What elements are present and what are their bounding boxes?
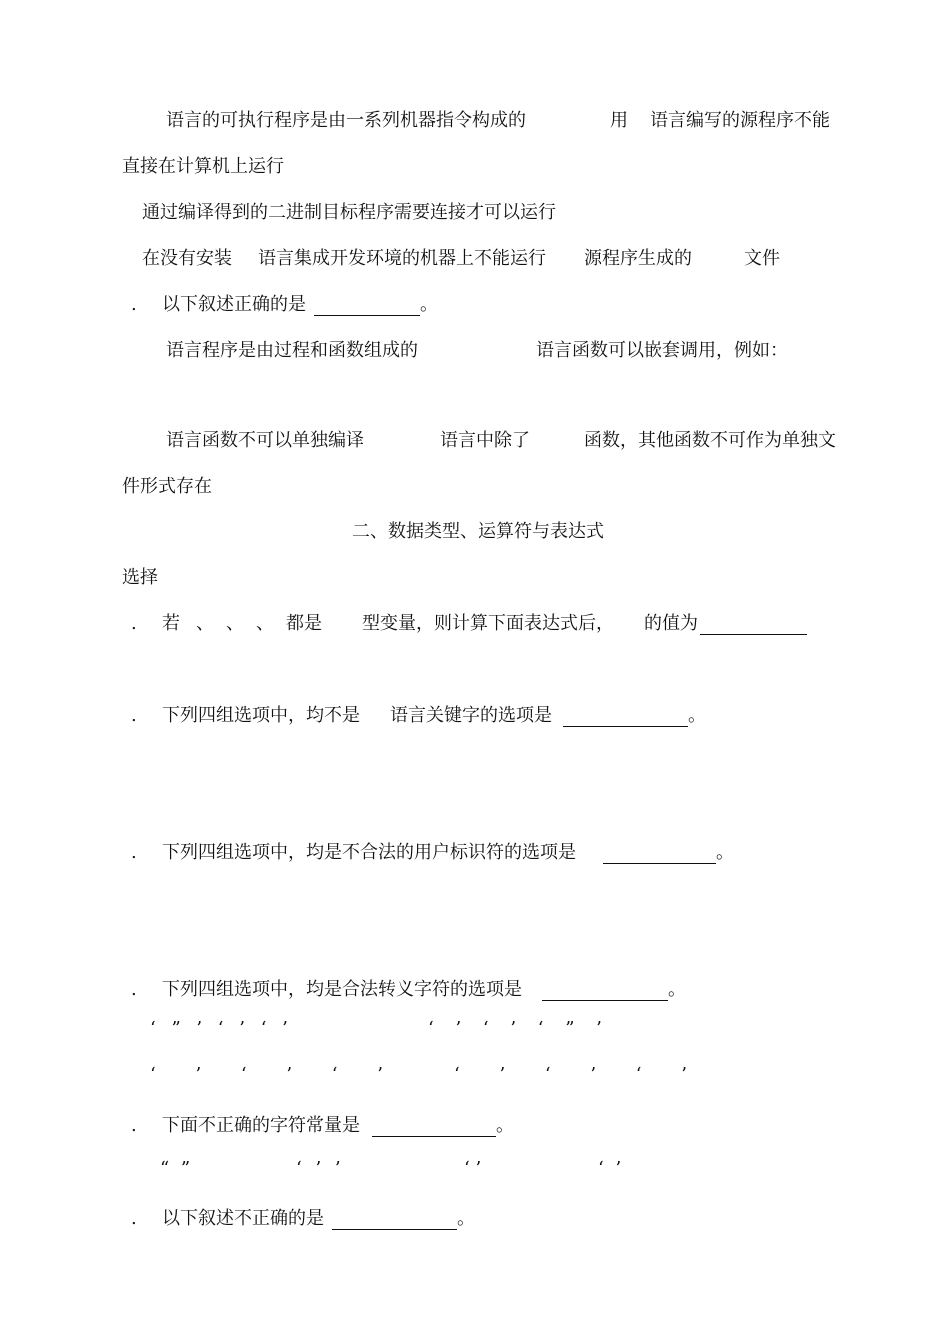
answer-blank[interactable] (314, 315, 420, 316)
question-text: 、 (256, 613, 274, 634)
question-text: 以下叙述正确的是 (162, 294, 306, 315)
question-end: 。 (668, 979, 686, 1000)
question-number: . (131, 842, 137, 863)
question-end: 。 (420, 294, 438, 315)
text-line: 直接在计算机上运行 (122, 156, 284, 177)
text-line: 语言集成开发环境的机器上不能运行 (258, 248, 546, 269)
text-line: 函数，其他函数不可作为单独文 (584, 430, 836, 451)
option-b: ‘ ’ ’ (296, 1158, 341, 1179)
text-line: 文件 (744, 248, 780, 269)
question-text: 若 (162, 613, 180, 634)
option-d: ‘ ’ (598, 1158, 622, 1179)
section-title: 二、数据类型、运算符与表达式 (352, 521, 604, 542)
option-d: ‘ ’ ‘ ’ ‘ ’ (454, 1064, 687, 1085)
text-line: 语言函数可以嵌套调用，例如： (536, 340, 788, 361)
option-a: “ ” (160, 1158, 191, 1179)
option-c: ‘ ’ (464, 1158, 482, 1179)
text-line: 语言中除了 (440, 430, 530, 451)
question-number: . (131, 705, 137, 726)
text-line: 件形式存在 (122, 476, 212, 497)
question-number: . (131, 1115, 137, 1136)
question-text: 以下叙述不正确的是 (162, 1208, 324, 1229)
question-text: 、 (226, 613, 244, 634)
question-end: 。 (716, 842, 734, 863)
text-line: 用 (610, 110, 628, 131)
answer-blank[interactable] (603, 863, 716, 864)
question-number: . (131, 979, 137, 1000)
text-line: 语言编写的源程序不能 (650, 110, 830, 131)
question-text: 下列四组选项中，均是不合法的用户标识符的选项是 (162, 842, 576, 863)
question-number: . (131, 613, 137, 634)
question-end: 。 (496, 1115, 514, 1136)
subsection-label: 选择 (122, 567, 158, 588)
question-text: 都是 (286, 613, 322, 634)
question-text: 、 (196, 613, 214, 634)
text-line: 在没有安装 (142, 248, 232, 269)
option-a: ‘ ” ’ ‘ ’ ‘ ’ (150, 1018, 288, 1039)
answer-blank[interactable] (372, 1136, 496, 1137)
question-end: 。 (688, 705, 706, 726)
answer-blank[interactable] (700, 634, 807, 635)
option-c: ‘ ’ ‘ ’ ‘ ’ (150, 1064, 383, 1085)
question-text: 下列四组选项中，均不是 (162, 705, 360, 726)
text-line: 源程序生成的 (584, 248, 692, 269)
question-end: 。 (457, 1208, 475, 1229)
text-line: 语言函数不可以单独编译 (166, 430, 364, 451)
answer-blank[interactable] (563, 726, 688, 727)
question-text: 语言关键字的选项是 (390, 705, 552, 726)
question-text: 下面不正确的字符常量是 (162, 1115, 360, 1136)
question-number: . (131, 1208, 137, 1229)
answer-blank[interactable] (542, 1000, 668, 1001)
question-text: 的值为 (644, 613, 698, 634)
option-b: ‘ ’ ‘ ’ ‘ ” ’ (428, 1018, 602, 1039)
answer-blank[interactable] (332, 1229, 457, 1230)
text-line: 通过编译得到的二进制目标程序需要连接才可以运行 (142, 202, 556, 223)
question-text: 下列四组选项中，均是合法转义字符的选项是 (162, 979, 522, 1000)
question-number: . (131, 294, 137, 315)
text-line: 语言程序是由过程和函数组成的 (166, 340, 418, 361)
text-line: 语言的可执行程序是由一系列机器指令构成的 (166, 110, 526, 131)
question-text: 型变量，则计算下面表达式后， (362, 613, 614, 634)
